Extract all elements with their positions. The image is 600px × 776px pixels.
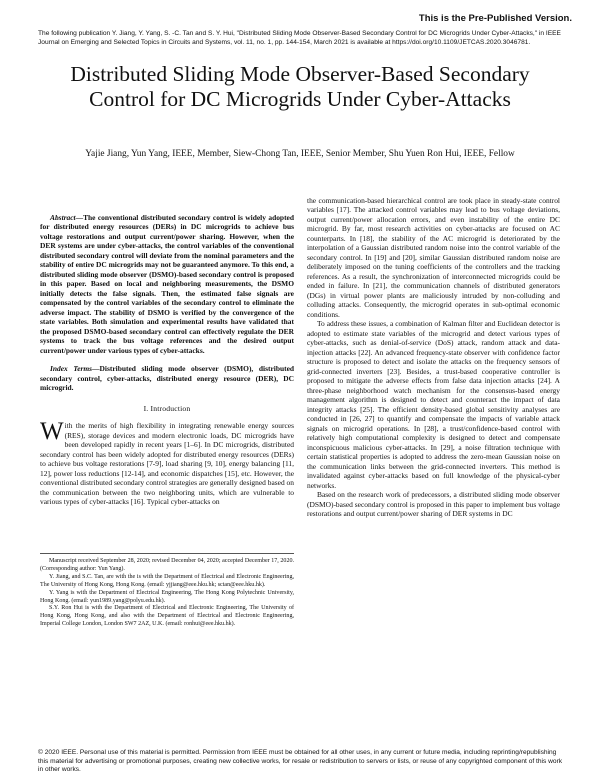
- left-column: [40, 213, 294, 549]
- intro-paragraph-2: To address these issues, a combination of Kalman filter and Euclidean detector is adopted to estimate state variables of the microgrid and detect various types of cyber-attacks, such as denial-of-service (DoS) attack, random attack and data-injection attacks [22]. An advanced frequency-state observer with confidence factor structure is proposed to detect and isolate the attacks on the frequency sensors of grid-connected inverters [23]. Besides, a trust-based cooperative controller is proposed to mitigate the adverse effects from false data injection attacks [24]. A three-phase neighborhood watch mechanism for the consensus-based energy management algorithm is designed to detect and counteract the impact of data integrity attacks [25]. The efficient density-based global sensitivity analyses are conducted in [26, 27] to quantify and compensate the impacts of variable attack signals on microgrid operations. In [28], a trust/confidence-based control with relatively high computational complexity is designed to detect and compensate inconspicuous malicious cyber-attacks. In [29], a noise filtration technique with certain statistical properties is adopted to address the zero-mean Gaussian noise on the communication links between the grid-connected inverters. This method is invalidated against cyber-attacks based on full knowledge of the physical-cyber networks.: [307, 319, 560, 490]
- prepublished-notice: This is the Pre-Published Version.: [418, 13, 572, 24]
- abstract-text: —The conventional distributed secondary control is widely adopted for distributed energy resources (DERs) in DC microgrids to achieve bus voltage restorations and output current/power sharing. However, when the DER systems are under cyber-attacks, the control variables of the conventional distributed secondary control will deviate from the nominal parameters and the stability of entire DC microgrids may not be guaranteed anymore. To this end, a distributed sliding mode observer (DSMO)-based secondary control is proposed in this paper. Based on local and neighboring measurements, the DSMO initially detects the false signals. Then, the estimated false signals are compensated by the control variables of the secondary control to eliminate the adverse impact. The stability of DSMO is verified by the convergence of the state variables. Both simulation and experimental results have validated that the proposed DSMO-based secondary control can effectively regulate the DER systems to track the bus voltage references and the desired output current/power under various types of cyber-attacks.: [40, 213, 294, 355]
- index-terms-text: —Distributed sliding mode observer (DSMO), distributed secondary control, cyber-attacks, distributed energy resource (DER), DC microgrid.: [40, 364, 294, 393]
- intro-paragraph-1-continued: the communication-based hierarchical control are took place in steady-state control variables [17]. The attacked control variables may lead to bus voltage deviations, output current/power allocation errors, and even instability of the entire DC microgrid. By far, most research activities on cyber-attacks are focused on AC counterparts. In [18], the stability of the AC microgrid is deteriorated by the interpolation of a Gaussian distributed random noise into the control variable of the secondary control. In [19] and [20], similar Gaussian distributed random noise are deliberately imposed on the tuning coefficients of the controllers and the tracking references. As a result, the synchronization of interconnected microgrids could be ended in failure. In [21], the communication channels of distributed generators (DGs) in virtual power plants are maliciously intruded by non-colluding and colluding attacks. Consequently, the microgrid operates in sub-optimal economic conditions.: [307, 196, 560, 319]
- paper-title: Distributed Sliding Mode Observer-Based Secondary Control for DC Microgrids Under Cyber-Attacks: [70, 62, 530, 111]
- index-terms-label: Index Terms: [50, 364, 93, 374]
- right-column: [307, 196, 560, 747]
- section-heading-introduction: I. Introduction: [143, 403, 191, 413]
- intro-paragraph-1: With the merits of high flexibility in integrating renewable energy sources (RES), storage devices and modern electronic loads, DC microgrids have been developed rapidly in recent years [1–6]. In DC microgrids, distributed secondary control has been widely adopted for distributed energy resources (DERs) to achieve bus voltage restorations [7-9], load sharing [9, 10], energy balancing [11, 12], power loss reductions [12-14], and economic dispatches [15], etc. However, the conventional distributed secondary control strategies are generally designed based on the communication between the two neighboring units, which are vulnerable to various types of cyber-attacks [16]. Typical cyber-attacks on: [40, 418, 294, 507]
- intro-paragraph-3: Based on the research work of predecessors, a distributed sliding mode observer (DSMO)-based secondary control is proposed in this paper to implement bus voltage restorations and output current/power sharing of DER systems in DC: [307, 490, 560, 518]
- footnote-rule: [40, 553, 294, 554]
- footnotes: [40, 558, 294, 629]
- footnote-affiliation-hui: S.Y. Ron Hui is with the Department of Electrical and Electronic Engineering, The University of Hong Kong, Hong Kong, and also with the Department of Electrical and Electronic Engineering, Imperial College London, London SW7 2AZ, U.K. (email: ronhui@eee.hku.hk).: [40, 605, 294, 628]
- footnote-affiliation-jiang-tan: Y. Jiang, and S.C. Tan, are with the is with the Department of Electrical and Electronic Engineering, The University of Hong Kong, Hong Kong. (email: yjjiang@eee.hku.hk; sctan@eee.hku.hk).: [40, 573, 294, 588]
- footnote-affiliation-yang: Y. Yang is with the Department of Electrical Engineering, The Hong Kong Polytechnic University, Hong Kong. (email: yun1989.yang@polyu.edu.hk).: [40, 589, 294, 604]
- author-list: Yajie Jiang, Yun Yang, IEEE, Member, Siew-Chong Tan, IEEE, Senior Member, Shu Yuen Ron Hui, IEEE, Fellow: [85, 149, 515, 159]
- copyright-notice: © 2020 IEEE. Personal use of this material is permitted. Permission from IEEE must be obtained for all other uses, in any current or future media, including reprinting/republishing this material for advertising or promotional purposes, creating new collective works, for resale or redistribution to servers or lists, or reuse of any copyrighted component of this work in other works.: [38, 749, 563, 774]
- abstract-label: Abstract: [50, 213, 76, 222]
- citation-note: The following publication Y. Jiang, Y. Yang, S. -C. Tan and S. Y. Hui, "Distributed Sliding Mode Observer-Based Secondary Control for DC Microgrids Under Cyber-Attacks," in IEEE Journal on Emerging and Selected Topics in Circuits and Systems, vol. 11, no. 1, pp. 144-154, March 2021 is available at https://doi.org/10.1109/JETCAS.2020.3046781.: [38, 30, 561, 46]
- footnote-manuscript: Manuscript received September 28, 2020; revised December 04, 2020; accepted December 17, 2020. (Corresponding author: Yun Yang).: [40, 558, 294, 572]
- index-terms: [40, 364, 294, 392]
- abstract: [40, 213, 294, 355]
